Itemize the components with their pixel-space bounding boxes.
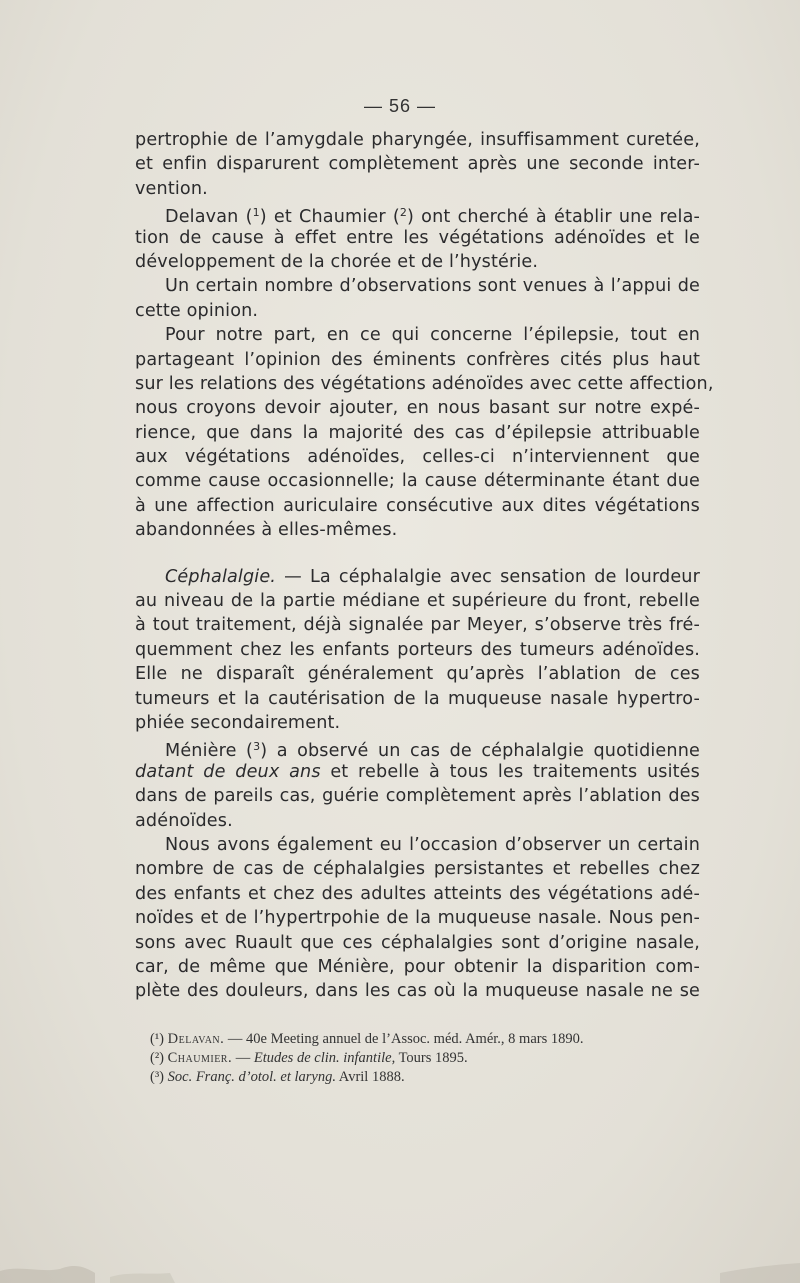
footnote-ref-2: 2 bbox=[399, 206, 408, 220]
text-line: à tout traitement, déjà signalée par Meyer, s’observe très fré- bbox=[135, 615, 700, 636]
text-line: nous croyons devoir ajouter, en nous basant sur notre expé- bbox=[135, 398, 700, 419]
text-line: développement de la chorée et de l’hystérie. bbox=[135, 251, 539, 272]
text-line: plète des douleurs, dans les cas où la muqueuse nasale ne se bbox=[135, 981, 700, 1002]
text-line: sur les relations des végétations adénoïdes avec cette affection, bbox=[135, 373, 714, 394]
page-number: — 56 — bbox=[363, 96, 437, 116]
text-line: adénoïdes. bbox=[135, 810, 233, 831]
text-line: tumeurs et la cautérisation de la muqueuse nasale hypertro- bbox=[135, 688, 700, 709]
paper-edge-wear bbox=[0, 1243, 800, 1283]
text-line: Nous avons également eu l’occasion d’observer un certain bbox=[165, 834, 700, 855]
paragraph-1 bbox=[135, 128, 700, 201]
text-line: dans de pareils cas, guérie complètement après l’ablation des bbox=[135, 786, 700, 807]
footnotes bbox=[150, 1030, 710, 1087]
text-line: Pour notre part, en ce qui concerne l’épilepsie, tout en bbox=[165, 325, 700, 346]
text-line: à une affection auriculaire consécutive aux dites végétations bbox=[135, 495, 700, 516]
text-line: phiée secondairement. bbox=[135, 712, 341, 733]
text-line: des enfants et chez des adultes atteints des végétations adé- bbox=[135, 883, 700, 904]
text-line: sons avec Ruault que ces céphalalgies sont d’origine nasale, bbox=[135, 932, 700, 953]
footnote-3: (³) Soc. Franç. d’otol. et laryng. Avril 1888. bbox=[150, 1069, 405, 1085]
text-line: datant de deux ans et rebelle à tous les traitements usités bbox=[135, 761, 700, 782]
text-line: rience, que dans la majorité des cas d’épilepsie attribuable bbox=[135, 422, 700, 443]
footnote-2: (²) Chaumier. — Etudes de clin. infantile, Tours 1895. bbox=[150, 1050, 468, 1066]
paragraph-3 bbox=[135, 274, 700, 323]
text-line: Céphalalgie. — La céphalalgie avec sensation de lourdeur bbox=[165, 566, 700, 587]
text-line: quemment chez les enfants porteurs des tumeurs adénoïdes. bbox=[135, 639, 700, 660]
footnote-ref-1: 1 bbox=[252, 206, 260, 220]
text-line: vention. bbox=[135, 178, 208, 199]
text-line: Ménière ($^3$) a observé un cas de céphalalgie quotidienne bbox=[165, 740, 700, 762]
text-line: tion de cause à effet entre les végétations adénoïdes et le bbox=[135, 227, 700, 248]
text-line: Un certain nombre d’observations sont venues à l’appui de bbox=[165, 276, 700, 297]
paragraph-cephalalgie bbox=[135, 565, 700, 736]
text-line: partageant l’opinion des éminents confrères cités plus haut bbox=[135, 349, 700, 370]
paragraph-2 bbox=[135, 201, 700, 274]
text-line: cette opinion. bbox=[135, 300, 259, 321]
footnote-1: (¹) Delavan. — 40e Meeting annuel de l’Assoc. méd. Amér., 8 mars 1890. bbox=[150, 1031, 584, 1047]
paragraph-7 bbox=[135, 833, 700, 1004]
text-line: noïdes et de l’hypertrpohie de la muqueuse nasale. Nous pen- bbox=[135, 908, 700, 929]
paragraph-4 bbox=[135, 323, 714, 543]
text-line: Delavan ($^1$) et Chaumier ($^2$) ont cherché à établir une rela- bbox=[165, 206, 700, 228]
text-line: comme cause occasionnelle; la cause déterminante étant due bbox=[135, 471, 700, 492]
text-line: abandonnées à elles-mêmes. bbox=[135, 520, 398, 541]
section-heading: Céphalalgie. bbox=[165, 566, 277, 587]
footnote-ref-3: 3 bbox=[253, 740, 261, 754]
text-line: car, de même que Ménière, pour obtenir la disparition com- bbox=[135, 956, 700, 977]
section-gap bbox=[135, 543, 700, 565]
paragraph-6 bbox=[135, 735, 700, 833]
text-line: et enfin disparurent complètement après une seconde inter- bbox=[135, 154, 700, 175]
text-line: Elle ne disparaît généralement qu’après l’ablation de ces bbox=[135, 664, 700, 685]
text-line: pertrophie de l’amygdale pharyngée, insuffisamment curetée, bbox=[135, 130, 700, 150]
text-line: nombre de cas de céphalalgies persistantes et rebelles chez bbox=[135, 859, 700, 880]
text-line: aux végétations adénoïdes, celles-ci n’interviennent que bbox=[135, 447, 700, 468]
body-text bbox=[135, 128, 714, 1004]
text-line: au niveau de la partie médiane et supérieure du front, rebelle bbox=[135, 591, 700, 612]
